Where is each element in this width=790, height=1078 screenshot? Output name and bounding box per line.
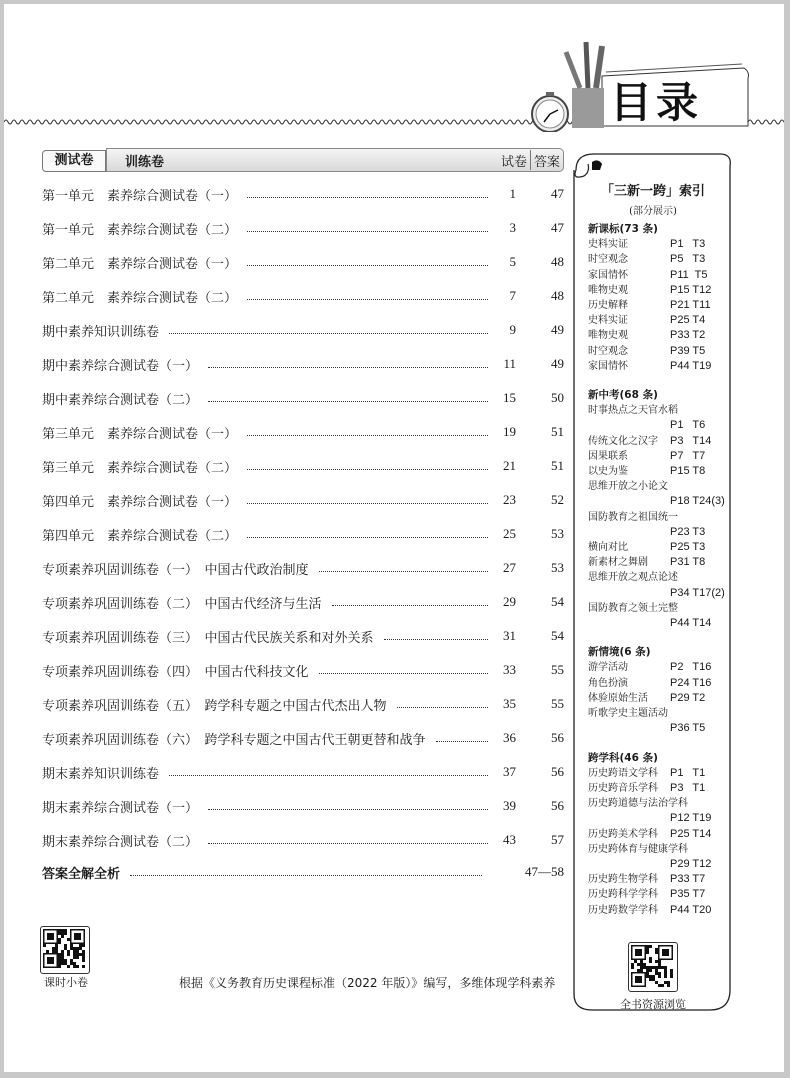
dot-leader [247, 231, 488, 232]
index-item[interactable] [588, 766, 728, 781]
toc-answer-page: 51 [551, 458, 564, 473]
toc-answer-page: 53 [551, 526, 564, 541]
index-item-name: 国防教育之祖国统一 [588, 511, 678, 523]
index-item[interactable] [588, 434, 728, 449]
index-item-ref: P3 T1 [670, 781, 706, 794]
index-item-name: 新素材之舞剧 [588, 557, 648, 569]
index-item-ref: P31 T8 [670, 556, 706, 569]
index-item-ref: P34 T17(2) [670, 586, 725, 599]
toc-title: 期中素养综合测试卷（二） [42, 392, 199, 408]
index-item-name: 历史跨音乐学科 [588, 782, 658, 794]
toc-answer-page: 52 [551, 492, 564, 507]
index-item-ref: P33 T7 [670, 873, 706, 886]
toc-title: 专项素养巩固训练卷（二） 中国古代经济与生活 [42, 596, 322, 612]
index-item-name: 听歌学史主题活动 [588, 708, 668, 720]
index-item-ref: P18 T24(3) [670, 495, 725, 508]
toc-title: 期中素养知识训练卷 [42, 324, 160, 340]
toc-page: 27 [503, 560, 516, 575]
index-item-name: 思维开放之小论文 [588, 481, 668, 493]
index-item-ref: P24 T16 [670, 676, 712, 689]
dot-leader [169, 775, 488, 776]
index-item-name: 史料实证 [588, 315, 628, 327]
toc-page: 31 [503, 628, 516, 643]
index-item-name: 国防教育之领土完整 [588, 602, 678, 614]
toc-row[interactable] [42, 218, 564, 238]
toc-row[interactable] [42, 184, 564, 204]
toc-answer-page: 55 [551, 662, 564, 677]
index-item[interactable] [588, 887, 728, 902]
dot-leader [436, 741, 488, 742]
dot-leader [208, 401, 488, 402]
toc-title: 专项素养巩固训练卷（三） 中国古代民族关系和对外关系 [42, 630, 374, 646]
dot-leader [247, 435, 488, 436]
index-item[interactable] [588, 570, 728, 585]
toc-page: 1 [509, 186, 516, 201]
dot-leader [208, 367, 488, 368]
toc-title: 期末素养综合测试卷（二） [42, 834, 199, 850]
index-item-ref: P15 T12 [670, 283, 712, 296]
toc-row[interactable] [42, 320, 564, 340]
index-item[interactable] [588, 676, 728, 691]
spacer [588, 631, 728, 645]
index-item[interactable] [588, 555, 728, 570]
index-item-name: 时空观念 [588, 345, 628, 357]
qr-code-lessons[interactable] [40, 926, 90, 974]
index-item[interactable] [588, 540, 728, 555]
toc-page: 19 [503, 424, 516, 439]
dot-leader [130, 875, 482, 876]
toc-row[interactable] [42, 762, 564, 782]
index-item-ref: P44 T19 [670, 359, 712, 372]
toc-header-bar [42, 148, 564, 172]
index-item-name: 思维开放之观点论述 [588, 572, 678, 584]
index-item-name: 历史跨道德与法治学科 [588, 798, 688, 810]
index-item[interactable] [588, 464, 728, 479]
qr-caption-lessons: 课时小卷 [44, 976, 88, 989]
dot-leader [397, 707, 488, 708]
toc-title: 答案全解全析 [42, 866, 121, 882]
index-category: 新情境(6 条) [588, 646, 651, 659]
index-item-ref: P15 T8 [670, 465, 706, 478]
toc-row[interactable] [42, 592, 564, 612]
column-header-answer: 答案 [533, 155, 560, 170]
toc-page: 25 [503, 526, 516, 541]
index-item[interactable] [588, 479, 728, 494]
index-item[interactable] [588, 298, 728, 313]
index-item[interactable] [588, 872, 728, 887]
index-item[interactable] [588, 510, 728, 525]
dot-leader [332, 605, 488, 606]
index-item-ref: P1 T3 [670, 238, 706, 251]
toc-title: 期末素养综合测试卷（一） [42, 800, 199, 816]
toc-title: 专项素养巩固训练卷（五） 跨学科专题之中国古代杰出人物 [42, 698, 387, 714]
toc-answer-page: 51 [551, 424, 564, 439]
spacer [588, 374, 728, 388]
index-item[interactable] [588, 796, 728, 811]
qr-code-resources[interactable] [628, 942, 678, 992]
index-item[interactable] [588, 237, 728, 252]
toc-answer-page: 47 [551, 220, 564, 235]
footer-note: 根据《义务教育历史课程标准（2022 年版）》编写，多维体现学科素养 [179, 976, 556, 990]
index-item-name: 家国情怀 [588, 360, 628, 372]
toc-answer-page: 55 [551, 696, 564, 711]
toc-row[interactable] [42, 286, 564, 306]
toc-row[interactable] [42, 490, 564, 510]
index-item-ref: P25 T4 [670, 314, 706, 327]
index-item[interactable] [588, 403, 728, 418]
toc-page: 5 [509, 254, 516, 269]
qr-caption-resources: 全书资源浏览 [620, 998, 686, 1011]
toc-row-answers[interactable] [42, 862, 564, 882]
index-item-ref: P2 T16 [670, 661, 712, 674]
toc-row[interactable] [42, 796, 564, 816]
index-item-ref: P25 T14 [670, 827, 712, 840]
tab-training-label: 训练卷 [125, 155, 165, 170]
index-item-ref: P35 T7 [670, 888, 706, 901]
toc-answer-page: 57 [551, 832, 564, 847]
page-title: 目录 [610, 78, 703, 127]
toc-page: 39 [503, 798, 516, 813]
index-item-name: 时事热点之天官水稻 [588, 405, 678, 417]
index-item-name: 历史跨语文学科 [588, 767, 658, 779]
index-item-ref: P29 T12 [670, 857, 712, 870]
toc-row[interactable] [42, 694, 564, 714]
index-item[interactable] [588, 660, 728, 675]
toc-page: 33 [503, 662, 516, 677]
index-item-ref: P12 T19 [670, 812, 712, 825]
index-subtitle: (部分展示) [629, 206, 677, 217]
index-item[interactable] [588, 359, 728, 374]
index-item[interactable] [588, 903, 728, 918]
toc-title: 期中素养综合测试卷（一） [42, 358, 199, 374]
index-item-ref: P23 T3 [670, 525, 706, 538]
tab-test-papers[interactable]: 测试卷 [42, 150, 106, 172]
toc-page: 35 [503, 696, 516, 711]
toc-answer-page: 56 [551, 798, 564, 813]
toc-title: 第四单元 素养综合测试卷（一） [42, 494, 238, 510]
dot-leader [247, 299, 488, 300]
toc-row[interactable] [42, 660, 564, 680]
index-category: 新课标(73 条) [588, 223, 658, 235]
index-item-ref: P44 T20 [670, 903, 712, 916]
dot-leader [247, 537, 488, 538]
index-category: 跨学科(46 条) [588, 751, 658, 764]
toc-title: 专项素养巩固训练卷（六） 跨学科专题之中国古代王朝更替和战争 [42, 732, 426, 748]
toc-page: 37 [503, 764, 516, 779]
toc-answer-page: 54 [551, 628, 564, 643]
index-item-ref: P11 T5 [670, 268, 708, 281]
toc-answer-range: 47—58 [525, 864, 564, 879]
toc-answer-page: 56 [551, 764, 564, 779]
dot-leader [384, 639, 488, 640]
toc-page: 29 [503, 594, 516, 609]
index-item-ref: P39 T5 [670, 344, 706, 357]
toc-row[interactable] [42, 524, 564, 544]
toc-page: 3 [509, 220, 516, 235]
index-item-ref: P44 T14 [670, 617, 712, 630]
toc-row[interactable] [42, 558, 564, 578]
index-item-ref: P1 T1 [670, 766, 706, 779]
toc-page: 21 [503, 458, 516, 473]
index-category: 新中考(68 条) [588, 389, 658, 402]
dot-leader [319, 571, 488, 572]
index-item-name: 史料实证 [588, 239, 628, 251]
dot-leader [247, 197, 488, 198]
toc-title: 第三单元 素养综合测试卷（二） [42, 460, 238, 476]
index-item[interactable] [588, 344, 728, 359]
index-item[interactable] [588, 449, 728, 464]
index-item-ref: P3 T14 [670, 434, 712, 447]
index-item-ref: P7 T7 [670, 449, 706, 462]
index-item-ref: P36 T5 [670, 722, 706, 735]
index-item-name: 历史跨生物学科 [588, 874, 658, 886]
index-item[interactable] [588, 283, 728, 298]
dot-leader [319, 673, 488, 674]
toc-title: 期末素养知识训练卷 [42, 766, 160, 782]
index-item-ref: P29 T2 [670, 691, 706, 704]
toc-title: 第一单元 素养综合测试卷（一） [42, 188, 238, 204]
toc-page: 9 [509, 322, 516, 337]
index-item[interactable] [588, 252, 728, 267]
index-item[interactable] [588, 601, 728, 616]
index-panel [570, 150, 736, 1014]
index-item[interactable] [588, 842, 728, 857]
toc-title: 第二单元 素养综合测试卷（二） [42, 290, 238, 306]
index-item-ref: P5 T3 [670, 253, 706, 266]
index-title: 「三新一跨」索引 [600, 184, 705, 199]
dot-leader [208, 843, 488, 844]
dot-leader [247, 469, 488, 470]
toc-row[interactable] [42, 830, 564, 850]
index-item[interactable] [588, 706, 728, 721]
index-item-name: 因果联系 [588, 450, 628, 462]
toc-answer-page: 49 [551, 356, 564, 371]
toc-answer-page: 49 [551, 322, 564, 337]
toc-row[interactable] [42, 422, 564, 442]
toc-title: 第一单元 素养综合测试卷（二） [42, 222, 238, 238]
index-item-name: 游学活动 [588, 662, 628, 674]
column-header-paper: 试卷 [500, 155, 527, 170]
toc-answer-page: 56 [551, 730, 564, 745]
index-item-name: 唯物史观 [588, 284, 628, 296]
index-item-name: 以史为鉴 [588, 466, 628, 478]
dot-leader [169, 333, 488, 334]
index-item-name: 唯物史观 [588, 330, 628, 342]
toc-page: 36 [503, 730, 516, 745]
index-item-name: 历史解释 [588, 300, 628, 312]
index-item[interactable] [588, 827, 728, 842]
toc-answer-page: 50 [551, 390, 564, 405]
page [4, 4, 784, 1072]
index-body [588, 222, 728, 918]
index-item-name: 历史跨科学学科 [588, 889, 658, 901]
index-item-name: 体验原始生活 [588, 692, 648, 704]
toc-row[interactable] [42, 252, 564, 272]
index-item-name: 传统文化之汉字 [588, 435, 658, 447]
toc-answer-page: 54 [551, 594, 564, 609]
toc-page: 11 [503, 356, 516, 371]
toc-answer-page: 48 [551, 254, 564, 269]
index-item-ref: P21 T11 [670, 299, 711, 312]
toc-page: 23 [503, 492, 516, 507]
index-item-name: 历史跨体育与健康学科 [588, 843, 688, 855]
toc-title: 第二单元 素养综合测试卷（一） [42, 256, 238, 272]
toc-answer-page: 53 [551, 560, 564, 575]
index-item[interactable] [588, 313, 728, 328]
toc-title: 专项素养巩固训练卷（一） 中国古代政治制度 [42, 562, 309, 578]
index-item-ref: P33 T2 [670, 329, 706, 342]
toc-title: 第四单元 素养综合测试卷（二） [42, 528, 238, 544]
index-item-ref: P25 T3 [670, 541, 706, 554]
toc-row[interactable] [42, 626, 564, 646]
index-item-name: 历史跨数学学科 [588, 904, 658, 916]
toc-answer-page: 47 [551, 186, 564, 201]
toc-page: 7 [509, 288, 516, 303]
toc-row[interactable] [42, 728, 564, 748]
pencil-cup-icon [572, 88, 604, 128]
index-item-name: 家国情怀 [588, 269, 628, 281]
toc-page: 15 [503, 390, 516, 405]
pencil-icon [566, 52, 580, 88]
toc-row[interactable] [42, 354, 564, 374]
toc-page: 43 [503, 832, 516, 847]
index-item[interactable] [588, 328, 728, 343]
index-item[interactable] [588, 691, 728, 706]
index-item-name: 历史跨美术学科 [588, 828, 658, 840]
index-item-ref: P1 T6 [670, 419, 706, 432]
dot-leader [247, 503, 488, 504]
index-item-name: 横向对比 [588, 542, 628, 554]
column-separator [530, 150, 531, 170]
spacer [588, 737, 728, 751]
toc-title: 专项素养巩固训练卷（四） 中国古代科技文化 [42, 664, 309, 680]
index-item-name: 角色扮演 [588, 677, 628, 689]
index-item-name: 时空观念 [588, 254, 628, 266]
index-item[interactable] [588, 268, 728, 283]
dot-leader [208, 809, 488, 810]
dot-leader [247, 265, 488, 266]
alarm-clock-icon [532, 92, 568, 132]
toc-title: 第三单元 素养综合测试卷（一） [42, 426, 238, 442]
toc-row[interactable] [42, 388, 564, 408]
tab-training-papers[interactable] [106, 148, 564, 172]
toc-row[interactable] [42, 456, 564, 476]
toc-answer-page: 48 [551, 288, 564, 303]
index-item[interactable] [588, 781, 728, 796]
